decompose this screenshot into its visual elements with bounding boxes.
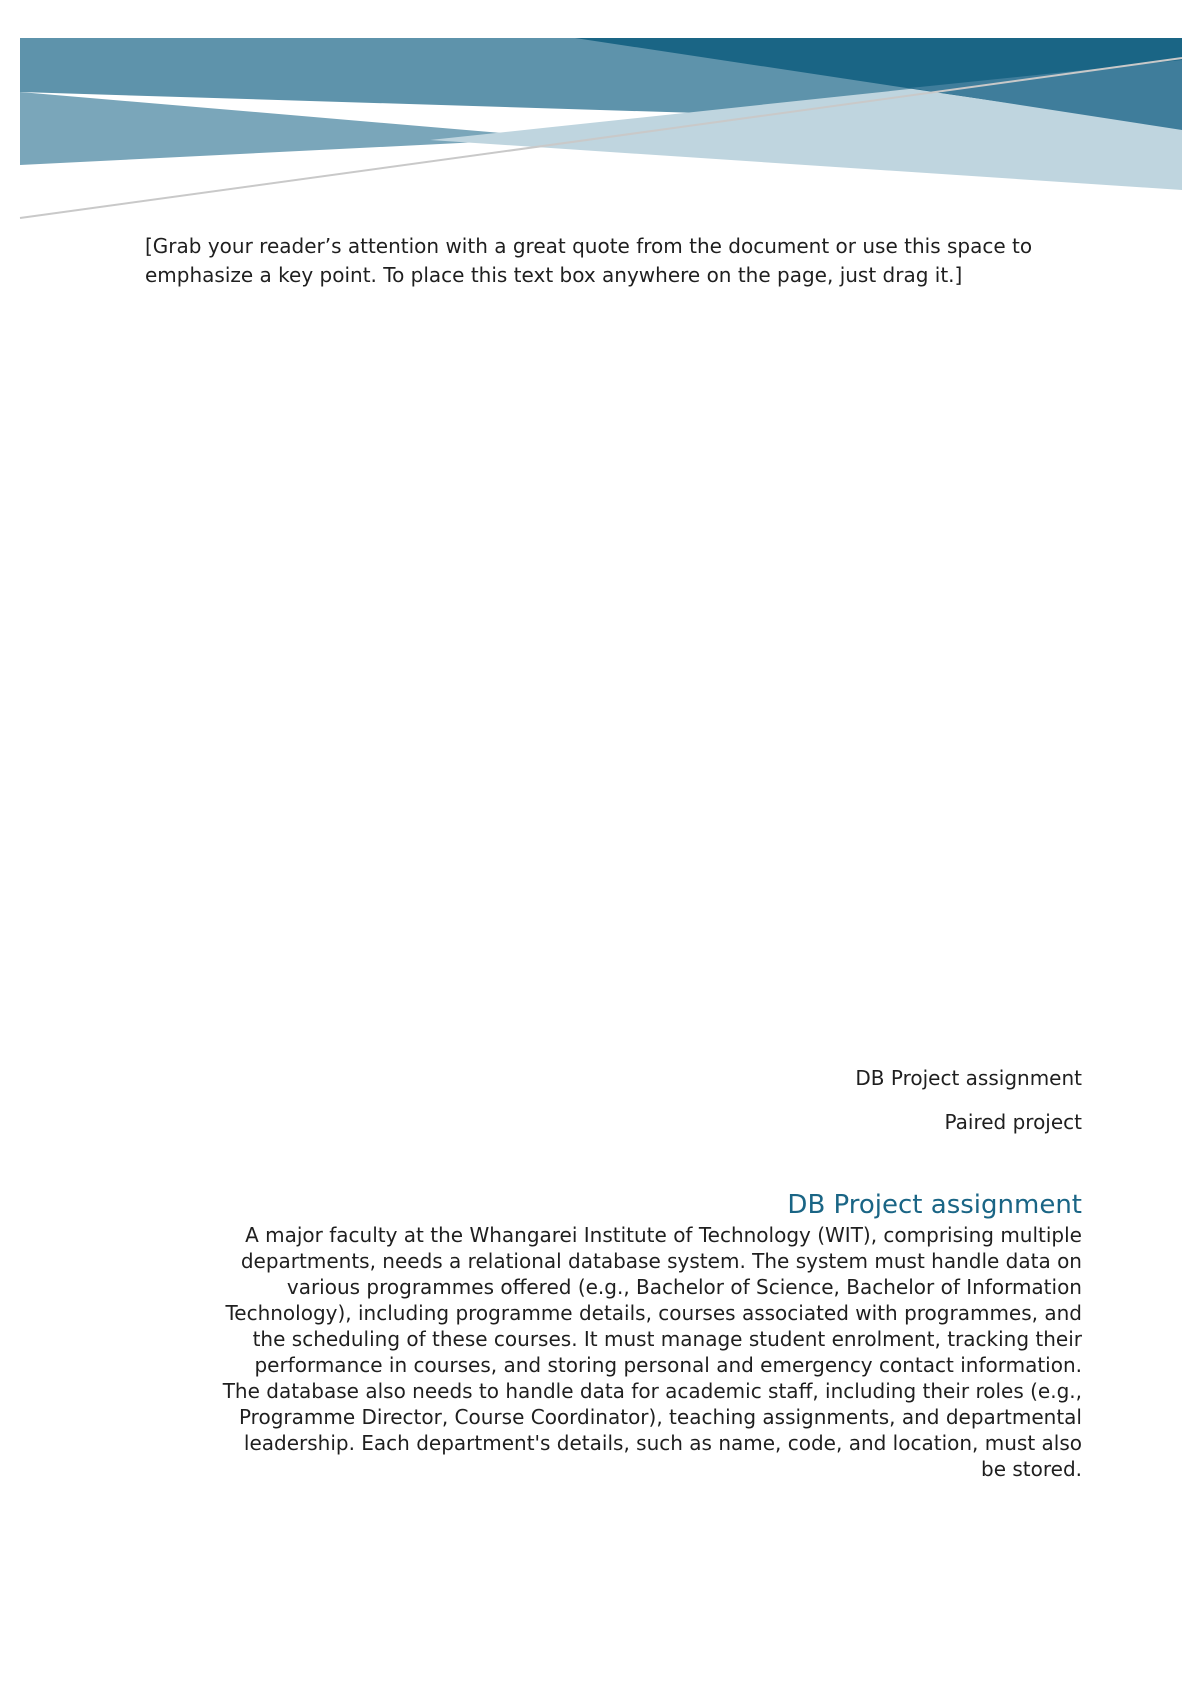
abstract-body: A major faculty at the Whangarei Institute of Technology (WIT), comprising multiple departments, needs a relational database system. The system must handle data on various programmes offered (e.g., Bachelor of Science, Bachelor of Information Technology), including programme details, courses associated with programmes, and the scheduling of these courses. It must manage student enrolment, tracking their performance in courses, and storing personal and emergency contact information. The database also needs to handle data for academic staff, including their roles (e.g., Programme Director, Course Coordinator), teaching assignments, and departmental leadership. Each department's details, such as name, code, and location, must also be stored. (222, 1223, 1082, 1481)
cover-meta (855, 1065, 1082, 1153)
cover-subtitle: Paired project (944, 1110, 1082, 1134)
header-banner-graphic (0, 0, 1200, 240)
cover-title: DB Project assignment (855, 1066, 1082, 1090)
abstract-heading: DB Project assignment (787, 1190, 1082, 1220)
abstract-section (222, 1188, 1082, 1482)
pull-quote[interactable]: [Grab your reader’s attention with a great quote from the document or use this space to emphasize a key point. To place this text box anywhere on the page, just drag it.] (145, 234, 1033, 287)
